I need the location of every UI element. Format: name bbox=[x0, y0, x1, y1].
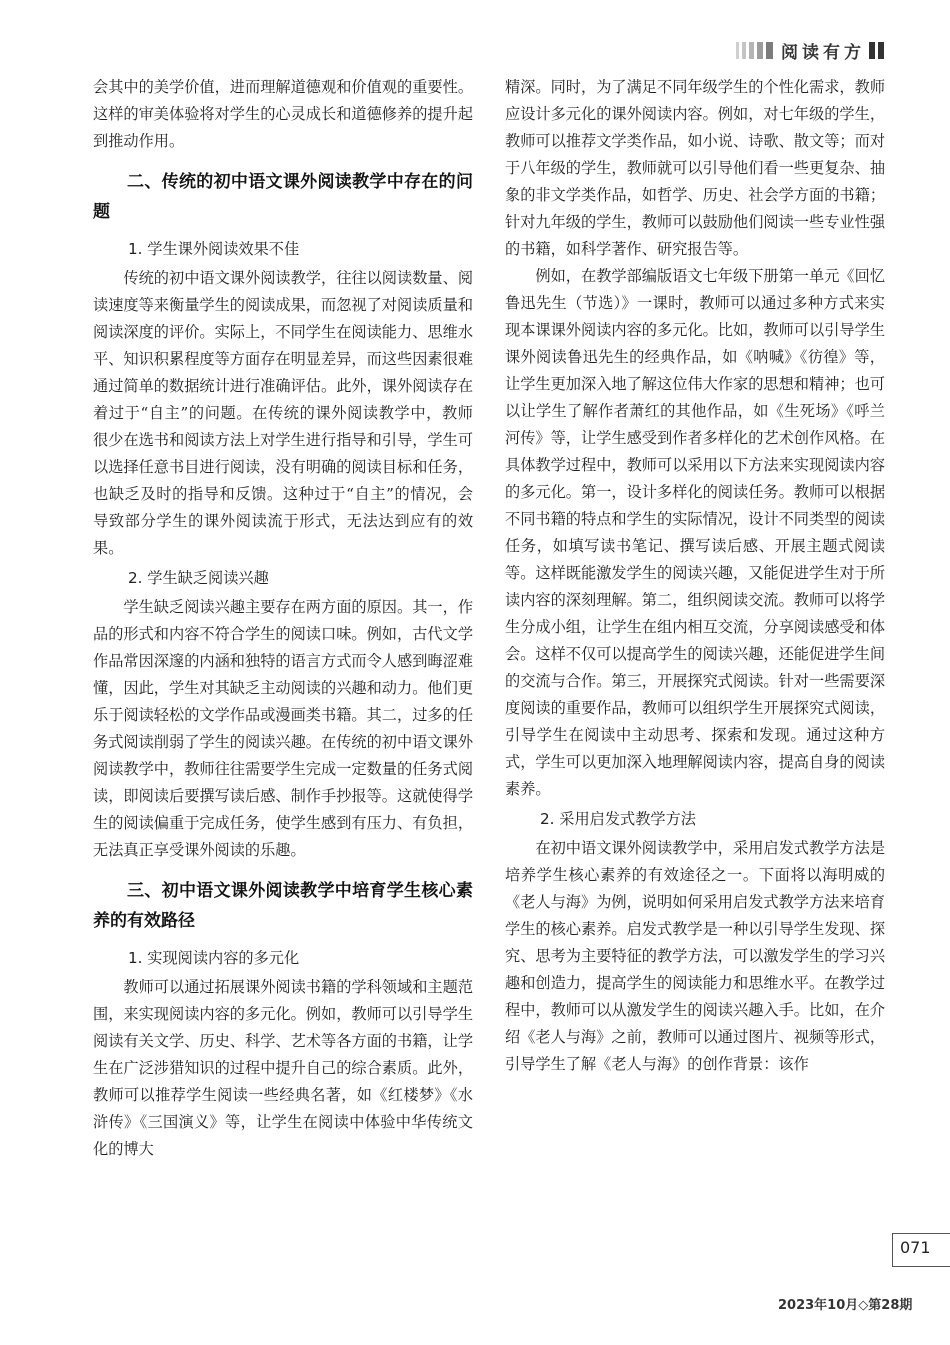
left-column bbox=[93, 74, 473, 1163]
decor-bar-end bbox=[869, 42, 875, 59]
issue-info: 2023年10月◇第28期 bbox=[778, 1298, 913, 1313]
paragraph: 精深。同时，为了满足不同年级学生的个性化需求，教师应设计多元化的课外阅读内容。例如，对七年级的学生，教师可以推荐文学类作品，如小说、诗歌、散文等；而对于八年级的学生，教师就可以引导他们看一些更复杂、抽象的非文学类作品，如哲学、历史、社会学方面的书籍；针对九年级的学生，教师可以鼓励他们阅读一些专业性强的书籍，如科学著作、研究报告等。 bbox=[505, 78, 885, 258]
paragraph: 例如，在教学部编版语文七年级下册第一单元《回忆鲁迅先生（节选）》一课时，教师可以通过多种方式来实现本课课外阅读内容的多元化。比如，教师可以引导学生课外阅读鲁迅先生的经典作品，如《呐喊》《彷徨》等，让学生更加深入地了解这位伟大作家的思想和精神；也可以让学生了解作者萧红的其他作品，如《生死场》《呼兰河传》等，让学生感受到作者多样化的艺术创作风格。在具体教学过程中，教师可以采用以下方法来实现阅读内容的多元化。第一，设计多样化的阅读任务。教师可以根据不同书籍的特点和学生的实际情况，设计不同类型的阅读任务，如填写读书笔记、撰写读后感、开展主题式阅读等。这样既能激发学生的阅读兴趣，又能促进学生对于所读内容的深刻理解。第二，组织阅读交流。教师可以将学生分成小组，让学生在组内相互交流，分享阅读感受和体会。这样不仅可以提高学生的阅读兴趣，还能促进学生间的交流与合作。第三，开展探究式阅读。针对一些需要深度阅读的重要作品，教师可以组织学生开展探究式阅读，引导学生在阅读中主动思考、探索和发现。通过这种方式，学生可以更加深入地理解阅读内容，提高自身的阅读素养。 bbox=[505, 267, 885, 798]
subsection-heading: 1. 实现阅读内容的多元化 bbox=[127, 949, 300, 967]
subsection-heading: 1. 学生课外阅读效果不佳 bbox=[127, 240, 300, 258]
decor-bar bbox=[766, 42, 773, 59]
header-decoration-bars bbox=[736, 42, 773, 59]
paragraph: 会其中的美学价值，进而理解道德观和价值观的重要性。这样的审美体验将对学生的心灵成长和道德修养的提升起到推动作用。 bbox=[93, 78, 473, 150]
right-column bbox=[505, 74, 885, 1078]
decor-bar bbox=[749, 42, 754, 59]
paragraph: 教师可以通过拓展课外阅读书籍的学科领域和主题范围，来实现阅读内容的多元化。例如，教师可以引导学生阅读有关文学、历史、科学、艺术等各方面的书籍，让学生在广泛涉猎知识的过程中提升自己的综合素质。此外，教师可以推荐学生阅读一些经典名著，如《红楼梦》《水浒传》《三国演义》等，让学生在阅读中体验中华传统文化的博大 bbox=[93, 978, 473, 1158]
running-header bbox=[736, 38, 884, 62]
decor-bar bbox=[757, 42, 763, 59]
section-heading: 二、传统的初中语文课外阅读教学中存在的问题 bbox=[93, 172, 473, 222]
decor-bar bbox=[736, 42, 739, 59]
subsection-heading: 2. 采用启发式教学方法 bbox=[539, 810, 696, 828]
paragraph: 在初中语文课外阅读教学中，采用启发式教学方法是培养学生核心素养的有效途径之一。下面将以海明威的《老人与海》为例，说明如何采用启发式教学方法来培育学生的核心素养。启发式教学是一种以引导学生发现、探究、思考为主要特征的教学方法，可以激发学生的学习兴趣和创造力，提高学生的阅读能力和思维水平。在教学过程中，教师可以从激发学生的阅读兴趣入手。比如，在介绍《老人与海》之前，教师可以通过图片、视频等形式，引导学生了解《老人与海》的创作背景：该作 bbox=[505, 839, 885, 1073]
page-number: 071 bbox=[900, 1238, 931, 1257]
section-heading: 三、初中语文课外阅读教学中培育学生核心素养的有效路径 bbox=[93, 881, 473, 931]
decor-bar-end bbox=[878, 42, 884, 59]
subsection-heading: 2. 学生缺乏阅读兴趣 bbox=[127, 569, 269, 587]
paragraph: 传统的初中语文课外阅读教学，往往以阅读数量、阅读速度等来衡量学生的阅读成果，而忽视了对阅读质量和阅读深度的评价。实际上，不同学生在阅读能力、思维水平、知识积累程度等方面存在明显差异，而这些因素很难通过简单的数据统计进行准确评估。此外，课外阅读存在着过于“自主”的问题。在传统的课外阅读教学中，教师很少在选书和阅读方法上对学生进行指导和引导，学生可以选择任意书目进行阅读，没有明确的阅读目标和任务，也缺乏及时的指导和反馈。这种过于“自主”的情况，会导致部分学生的课外阅读流于形式，无法达到应有的效果。 bbox=[93, 269, 473, 557]
section-title: 阅读有方 bbox=[781, 42, 865, 63]
paragraph: 学生缺乏阅读兴趣主要存在两方面的原因。其一，作品的形式和内容不符合学生的阅读口味。例如，古代文学作品常因深邃的内涵和独特的语言方式而令人感到晦涩难懂，因此，学生对其缺乏主动阅读的兴趣和动力。他们更乐于阅读轻松的文学作品或漫画类书籍。其二，过多的任务式阅读削弱了学生的阅读兴趣。在传统的初中语文课外阅读教学中，教师往往需要学生完成一定数量的任务式阅读，即阅读后要撰写读后感、制作手抄报等。这就使得学生的阅读偏重于完成任务，使学生感到有压力、有负担，无法真正享受课外阅读的乐趣。 bbox=[93, 598, 473, 859]
decor-bar bbox=[742, 42, 746, 59]
